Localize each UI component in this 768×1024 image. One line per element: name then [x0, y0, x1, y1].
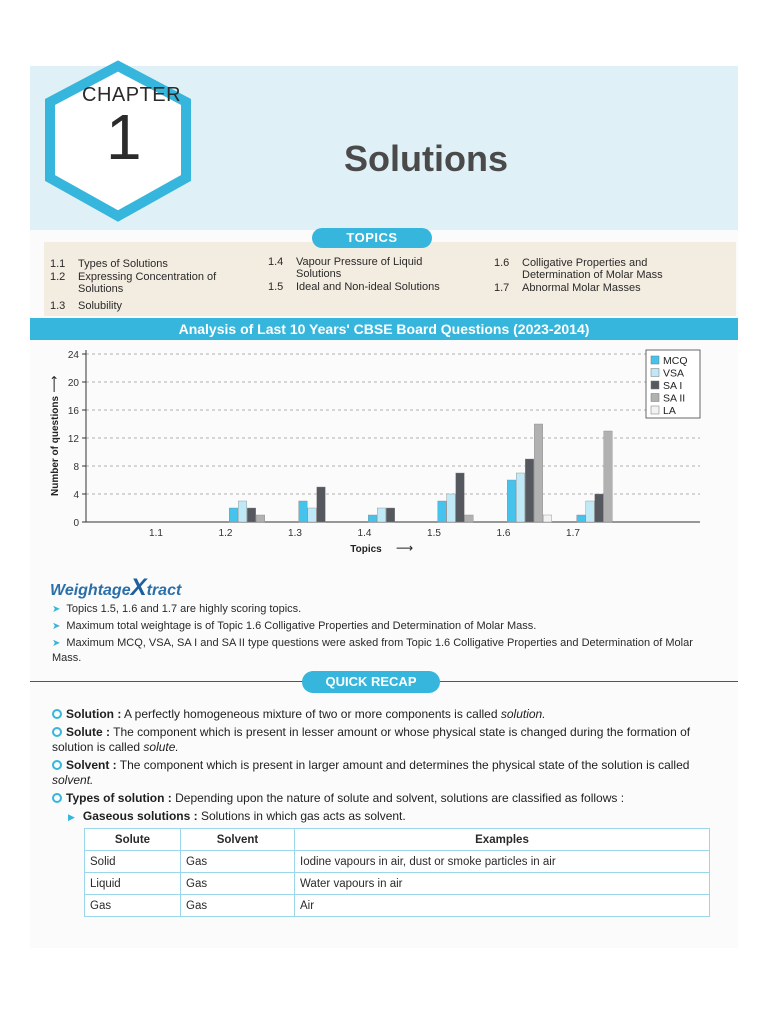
legend-label: LA	[663, 405, 676, 417]
table-cell: Liquid	[85, 873, 181, 895]
topic-text: Types of Solutions	[78, 258, 168, 270]
legend-label: SA II	[663, 392, 686, 405]
topic-number: 1.3	[50, 300, 66, 312]
table-header: Solvent	[181, 829, 295, 851]
weightage-point	[52, 636, 712, 665]
arrow-up-icon: ⟶	[47, 375, 61, 393]
bar	[247, 508, 256, 522]
chapter-title: Solutions	[344, 138, 508, 179]
x-tick-label: 1.6	[496, 528, 511, 539]
bar	[299, 501, 308, 522]
topic-text: Expressing Concentration of Solutions	[78, 271, 217, 295]
weightage-point-text: Maximum MCQ, VSA, SA I and SA II type questions were asked from Topic 1.6 Colligative Properties and Determination of Molar Mass.	[52, 637, 693, 664]
legend-swatch	[651, 369, 659, 377]
recap-heading: QUICK RECAP	[302, 671, 440, 693]
x-tick-label: 1.7	[566, 528, 580, 539]
bar	[516, 473, 525, 522]
bar	[543, 515, 552, 522]
y-tick-label: 8	[73, 462, 79, 473]
bar	[534, 424, 543, 522]
topic-number: 1.1	[50, 258, 66, 270]
text-solution: A perfectly homogeneous mixture of two or more components is called	[121, 707, 501, 721]
topic-text: Colligative Properties and Determination of Molar Mass	[522, 257, 663, 281]
chapter-badge	[38, 60, 198, 224]
bar	[317, 487, 326, 522]
x-tick-label: 1.3	[288, 528, 302, 539]
bar	[238, 501, 247, 522]
logo-text-x: X	[130, 574, 147, 601]
table-header: Solute	[85, 829, 181, 851]
triangle-right-icon: ▶	[68, 812, 75, 822]
term-solution: Solution :	[66, 707, 122, 721]
table-cell: Gas	[181, 851, 295, 873]
table-cell: Gas	[85, 895, 181, 917]
bar	[604, 431, 613, 522]
x-axis-label: Topics	[350, 544, 382, 555]
bar	[256, 515, 265, 522]
ring-bullet-icon	[52, 793, 62, 803]
topic-number: 1.6	[494, 257, 510, 269]
topics-heading: TOPICS	[312, 228, 432, 248]
weightage-point-text: Maximum total weightage is of Topic 1.6 Colligative Properties and Determination of Molar Mass.	[66, 620, 537, 632]
x-tick-label: 1.4	[357, 528, 372, 539]
bar	[456, 473, 465, 522]
chevron-right-icon: ➤	[52, 621, 61, 632]
recap-solute	[52, 725, 718, 755]
topic-number: 1.4	[268, 256, 284, 268]
table-cell: Gas	[181, 895, 295, 917]
table-cell: Iodine vapours in air, dust or smoke particles in air	[295, 851, 710, 873]
chapter-label: CHAPTER	[82, 84, 182, 106]
legend-swatch	[651, 356, 659, 364]
bar	[447, 494, 456, 522]
bar	[465, 515, 474, 522]
recap-solvent	[52, 758, 718, 788]
recap-gaseous	[68, 809, 406, 823]
y-tick-label: 24	[67, 350, 79, 361]
x-tick-label: 1.5	[427, 528, 441, 539]
legend-label: MCQ	[663, 355, 688, 367]
topic-text: Abnormal Molar Masses	[522, 282, 641, 294]
chevron-right-icon: ➤	[52, 604, 61, 615]
chapter-number: 1	[106, 101, 142, 173]
weightage-xtract-logo	[50, 574, 181, 602]
y-tick-label: 16	[67, 406, 79, 417]
legend-label: VSA	[663, 367, 685, 380]
bar	[507, 480, 516, 522]
text-solvent: The component which is present in larger amount and determines the physical state of the solution is called	[116, 758, 690, 772]
logo-text-left: Weightage	[50, 582, 131, 599]
ring-bullet-icon	[52, 709, 62, 719]
y-tick-label: 20	[67, 378, 79, 389]
ring-bullet-icon	[52, 727, 62, 737]
analysis-title-bar: Analysis of Last 10 Years' CBSE Board Questions (2023-2014)	[30, 318, 738, 340]
em-solvent: solvent.	[52, 773, 94, 787]
legend-label: SA I	[663, 380, 683, 392]
table-cell: Gas	[181, 873, 295, 895]
table-header-row	[85, 829, 710, 851]
bar	[438, 501, 447, 522]
term-solvent: Solvent :	[66, 758, 117, 772]
text-gaseous: Solutions in which gas acts as solvent.	[197, 809, 406, 823]
weightage-point-text: Topics 1.5, 1.6 and 1.7 are highly scoring topics.	[66, 603, 302, 615]
bar	[308, 508, 317, 522]
bar	[595, 494, 604, 522]
textbook-page	[30, 66, 738, 948]
y-tick-label: 0	[73, 518, 79, 529]
text-solute: The component which is present in lesser amount or whose physical state is changed during the formation of solution is called	[52, 725, 691, 754]
x-tick-label: 1.2	[218, 528, 233, 539]
y-axis-label: Number of questions	[50, 395, 61, 497]
chevron-right-icon: ➤	[52, 638, 61, 649]
bar	[386, 508, 395, 522]
x-tick-label: 1.1	[149, 528, 163, 539]
ring-bullet-icon	[52, 760, 62, 770]
table-header: Examples	[295, 829, 710, 851]
term-gaseous: Gaseous solutions :	[82, 809, 198, 823]
gaseous-solutions-table	[84, 828, 710, 917]
table-row	[85, 895, 710, 917]
logo-text-right: tract	[146, 582, 182, 599]
legend-swatch	[651, 406, 659, 414]
y-tick-label: 12	[67, 434, 79, 445]
topic-number: 1.7	[494, 282, 510, 294]
legend-swatch	[651, 394, 659, 402]
table-cell: Air	[295, 895, 710, 917]
term-types: Types of solution :	[66, 791, 172, 805]
topic-number: 1.2	[50, 271, 66, 283]
em-solute: solute.	[143, 740, 179, 754]
topic-number: 1.5	[268, 281, 284, 293]
weightage-point	[52, 602, 712, 617]
recap-solution	[52, 707, 718, 722]
text-types: Depending upon the nature of solute and solvent, solutions are classified as follows :	[171, 791, 625, 805]
bar	[229, 508, 238, 522]
table-cell: Solid	[85, 851, 181, 873]
y-tick-label: 4	[73, 490, 79, 501]
topic-text: Ideal and Non-ideal Solutions	[296, 281, 440, 293]
term-solute: Solute :	[66, 725, 110, 739]
bar-chart	[30, 346, 738, 568]
table-row	[85, 851, 710, 873]
table-row	[85, 873, 710, 895]
bar	[525, 459, 534, 522]
bar	[368, 515, 377, 522]
legend-swatch	[651, 381, 659, 389]
table-cell: Water vapours in air	[295, 873, 710, 895]
weightage-point	[52, 619, 712, 634]
bar	[586, 501, 595, 522]
topic-text: Vapour Pressure of Liquid Solutions	[296, 256, 423, 280]
topic-text: Solubility	[78, 300, 123, 312]
bar	[377, 508, 386, 522]
arrow-right-icon: ⟶	[396, 541, 414, 555]
em-solution: solution.	[500, 707, 546, 721]
bar	[577, 515, 586, 522]
recap-types	[52, 791, 718, 806]
